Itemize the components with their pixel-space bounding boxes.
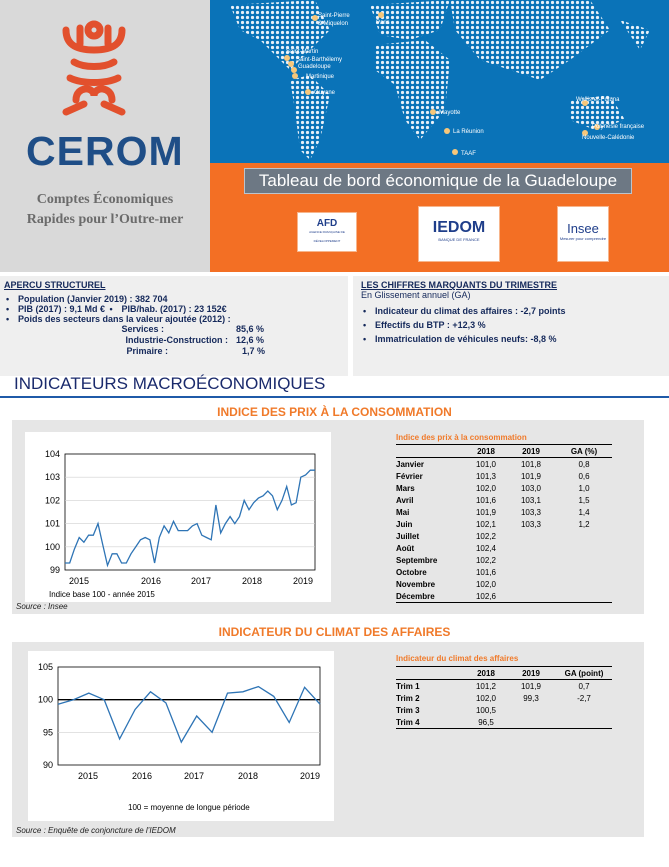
report-title: Tableau de bord économique de la Guadeloupe: [244, 168, 632, 194]
header-cell: 2019: [522, 668, 540, 678]
table-row: [396, 482, 612, 494]
table-cell: 101,9: [475, 507, 497, 517]
row-label: Octobre: [396, 567, 427, 577]
table-cell: 103,1: [520, 495, 542, 505]
table-row: [396, 530, 612, 542]
afd-logo-subtext: AGENCE FRANÇAISE DE DÉVELOPPEMENT: [309, 229, 345, 243]
table-cell: [506, 530, 556, 542]
table-cell: [506, 554, 556, 566]
header-cell: 2018: [477, 668, 495, 678]
table-row: [396, 680, 612, 693]
structure-box: [0, 276, 348, 376]
table-cell: 103,0: [520, 483, 542, 493]
table-cell: [556, 704, 612, 716]
table-row: [396, 578, 612, 590]
row-label: Juin: [396, 519, 413, 529]
row-label: Trim 1: [396, 681, 420, 691]
table-cell: 101,2: [475, 681, 497, 691]
highlight-item: • Effectifs du BTP : +12,3 %: [361, 318, 669, 332]
ipc-table-title: Indice des prix à la consommation: [396, 433, 527, 442]
climat-title: INDICATEUR DU CLIMAT DES AFFAIRES: [218, 625, 451, 639]
y-tick-label: 103: [44, 472, 60, 483]
x-tick-label: 2016: [131, 771, 153, 781]
table-cell: [506, 566, 556, 578]
row-label: Février: [396, 471, 423, 481]
x-tick-label: 2015: [77, 771, 99, 781]
y-tick-label: 102: [44, 495, 60, 506]
table-row: [396, 470, 612, 482]
map-label: Guadeloupe: [298, 64, 331, 70]
table-cell: [506, 704, 556, 716]
table-cell: 102,1: [475, 519, 497, 529]
insee-logo-text: Insee: [567, 221, 599, 236]
table-cell: 102,4: [475, 543, 497, 553]
table-cell: 102,2: [475, 555, 497, 565]
ipc-source: Source : Insee: [16, 602, 68, 611]
sector-value: 85,6 %: [236, 324, 265, 334]
sectors-title: • Poids des secteurs dans la valeur ajoutée (2012) :: [4, 314, 348, 324]
climat-panel: [12, 642, 644, 837]
sector-label: Industrie-Construction :: [125, 335, 228, 345]
plot-area: [65, 454, 315, 570]
header-cell: 2019: [522, 446, 540, 456]
highlights-title: LES CHIFFRES MARQUANTS DU TRIMESTRE: [361, 280, 558, 290]
sector-label: Primaire :: [126, 346, 168, 356]
series-line: [65, 470, 315, 565]
table-cell: 101,9: [520, 681, 542, 691]
y-tick-label: 95: [42, 727, 53, 738]
table-cell: 102,0: [475, 483, 497, 493]
table-row: [396, 506, 612, 518]
map-label: Guyane: [314, 90, 336, 96]
map-label: TAAF: [461, 151, 476, 157]
table-cell: [506, 542, 556, 554]
table-row: [396, 704, 612, 716]
climat-chart: [28, 651, 334, 821]
table-cell: [506, 578, 556, 590]
table-row: [396, 458, 612, 471]
ipc-chart-note: Indice base 100 - année 2015: [49, 590, 155, 599]
sector-value: 12,6 %: [236, 335, 265, 345]
header-cell: GA (%): [570, 446, 598, 456]
table-cell: 96,5: [478, 717, 494, 727]
header-cell: 2018: [477, 446, 495, 456]
plot-area: [58, 667, 320, 765]
y-tick-label: 90: [42, 760, 53, 770]
climat-table-title: Indicateur du climat des affaires: [396, 654, 519, 663]
map-label: Saint-Barthélemy: [296, 57, 343, 63]
table-cell: 101,6: [475, 567, 497, 577]
map-label: Mayotte: [439, 110, 461, 116]
table-cell: 101,0: [475, 459, 497, 469]
ipc-panel: [12, 420, 644, 614]
table-cell: 102,6: [475, 591, 497, 601]
row-label: Trim 2: [396, 693, 420, 703]
row-label: Trim 4: [396, 717, 420, 727]
map-label: Polynésie française: [592, 124, 645, 130]
row-label: Décembre: [396, 591, 435, 601]
table-cell: 1,0: [578, 483, 590, 493]
header-cell: [396, 445, 466, 458]
header-cell: [396, 667, 466, 680]
sector-label: Services :: [121, 324, 164, 334]
y-tick-label: 101: [44, 518, 60, 529]
map-label: Martinique: [306, 74, 335, 80]
map-label: Nouvelle-Calédonie: [582, 135, 635, 141]
table-row: [396, 554, 612, 566]
iedom-logo-text: IEDOM: [432, 219, 486, 236]
x-tick-label: 2017: [183, 771, 205, 781]
table-row: [396, 566, 612, 578]
structure-title: APERCU STRUCTUREL: [4, 280, 106, 290]
ipc-chart: [25, 432, 331, 602]
table-row: [396, 716, 612, 729]
climat-chart-frame: [28, 651, 334, 821]
y-tick-label: 105: [37, 662, 53, 672]
world-map-graphic: [210, 0, 669, 163]
x-tick-label: 2017: [190, 576, 212, 586]
table-cell: [556, 554, 612, 566]
table-cell: [506, 716, 556, 729]
table-cell: 101,3: [475, 471, 497, 481]
insee-logo-subtext: Mesurer pour comprendre: [559, 236, 607, 241]
sector-value: 1,7 %: [242, 346, 266, 356]
row-label: Septembre: [396, 555, 438, 565]
iedom-logo-subtext: BANQUE DE FRANCE: [438, 237, 480, 242]
series-line: [58, 687, 320, 743]
row-label: Janvier: [396, 459, 425, 469]
x-tick-label: 2019: [292, 576, 314, 586]
table-cell: [556, 566, 612, 578]
climat-source: Source : Enquête de conjoncture de l’IEDOM: [16, 826, 176, 835]
ipc-table: [396, 444, 612, 603]
ipc-title: INDICE DES PRIX À LA CONSOMMATION: [217, 405, 452, 419]
section-title: INDICATEURS MACROÉCONOMIQUES: [14, 374, 326, 393]
world-map: [210, 0, 669, 163]
table-cell: 99,3: [523, 693, 539, 703]
map-label: & Miquelon: [318, 21, 349, 27]
table-cell: -2,7: [577, 693, 591, 703]
highlight-item: • Immatriculation de véhicules neufs: -8,8 %: [361, 332, 669, 346]
highlights-box: [353, 276, 669, 376]
x-tick-label: 2016: [140, 576, 162, 586]
table-cell: 0,7: [578, 681, 590, 691]
climat-chart-note: 100 = moyenne de longue période: [128, 803, 250, 812]
map-label: Saint-Martin: [286, 49, 319, 55]
row-label: Trim 3: [396, 705, 420, 715]
table-cell: 102,0: [475, 579, 497, 589]
table-cell: [556, 716, 612, 729]
highlight-item: • Indicateur du climat des affaires : -2,7 points: [361, 304, 669, 318]
row-label: Juillet: [396, 531, 420, 541]
tagline-line2: Rapides pour l’Outre-mer: [26, 212, 184, 227]
table-cell: 103,3: [520, 507, 542, 517]
table-row: [396, 494, 612, 506]
y-tick-label: 104: [44, 449, 60, 459]
table-cell: 1,5: [578, 495, 590, 505]
row-label: Mars: [396, 483, 415, 493]
table-cell: [556, 530, 612, 542]
ipc-table-header: [396, 445, 612, 458]
row-label: Mai: [396, 507, 410, 517]
x-tick-label: 2019: [299, 771, 321, 781]
table-cell: [506, 590, 556, 603]
table-cell: 100,5: [475, 705, 497, 715]
header-cell: GA (point): [564, 668, 604, 678]
table-cell: [556, 542, 612, 554]
pib-item: • PIB (2017) : 9,1 Md €: [4, 304, 105, 314]
table-cell: 102,0: [475, 693, 497, 703]
table-row: [396, 518, 612, 530]
map-label: Paris: [376, 20, 390, 26]
highlights-subtitle: En Glissement annuel (GA): [361, 290, 471, 300]
map-label: Saint-Pierre: [318, 13, 350, 19]
insee-logo: [557, 206, 609, 262]
row-label: Novembre: [396, 579, 436, 589]
afd-logo-text: AFD: [316, 217, 338, 229]
pib-hab-item: • PIB/hab. (2017) : 23 152€: [108, 304, 227, 314]
logo-panel: [0, 0, 210, 272]
afd-logo: [297, 212, 357, 252]
row-label: Août: [396, 543, 415, 553]
x-tick-label: 2018: [241, 576, 263, 586]
y-tick-label: 99: [49, 565, 60, 575]
table-cell: 101,6: [475, 495, 497, 505]
iedom-logo: [418, 206, 500, 262]
table-cell: 101,8: [520, 459, 542, 469]
table-row: [396, 590, 612, 603]
y-tick-label: 100: [37, 694, 53, 705]
climat-table-header: [396, 667, 612, 680]
table-cell: [556, 590, 612, 603]
table-cell: 103,3: [520, 519, 542, 529]
map-label: Wallis-et-Futuna: [576, 97, 620, 103]
x-tick-label: 2015: [68, 576, 90, 586]
table-cell: 1,4: [578, 507, 590, 517]
table-cell: 1,2: [578, 519, 590, 529]
table-cell: 101,9: [520, 471, 542, 481]
x-tick-label: 2018: [237, 771, 259, 781]
y-tick-label: 100: [44, 541, 60, 552]
ipc-chart-frame: [25, 432, 331, 602]
map-label: La Réunion: [453, 129, 484, 135]
brand-name: CEROM: [26, 128, 184, 174]
row-label: Avril: [396, 495, 414, 505]
table-row: [396, 542, 612, 554]
table-cell: 0,6: [578, 471, 590, 481]
cerom-logo-icon: [60, 20, 128, 116]
climat-table: [396, 666, 612, 729]
population-item: • Population (Janvier 2019) : 382 704: [4, 294, 348, 304]
table-cell: 0,8: [578, 459, 590, 469]
table-cell: 102,2: [475, 531, 497, 541]
tagline-line1: Comptes Économiques: [36, 192, 174, 207]
section-divider: [0, 396, 669, 398]
table-row: [396, 692, 612, 704]
table-cell: [556, 578, 612, 590]
